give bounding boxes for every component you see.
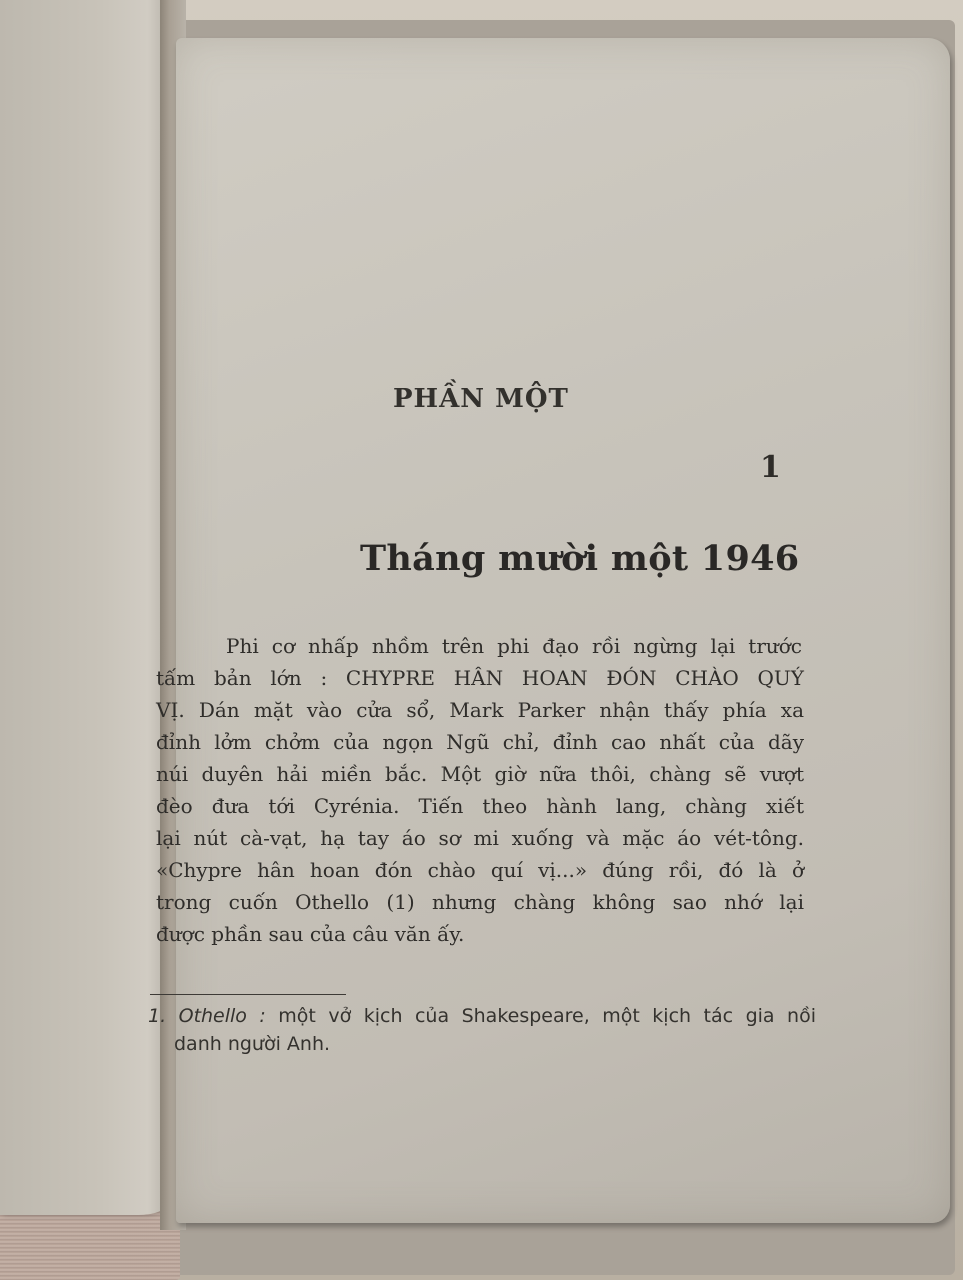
- body-line: lại nút cà-vạt, hạ tay áo sơ mi xuống và mặc áo vét-tông.: [156, 826, 804, 850]
- body-line: được phần sau của câu văn ấy.: [156, 922, 465, 946]
- footnote-line: [148, 1005, 816, 1027]
- footnote-rule: [150, 994, 346, 995]
- body-line: VỊ. Dán mặt vào cửa sổ, Mark Parker nhận thấy phía xa: [156, 698, 804, 722]
- body-line: «Chypre hân hoan đón chào quí vị...» đúng rồi, đó là ở: [156, 858, 804, 882]
- body-line: tấm bản lớn : CHYPRE HÂN HOAN ĐÓN CHÀO QUÝ: [156, 666, 804, 690]
- body-line: núi duyên hải miền bắc. Một giờ nữa thôi, chàng sẽ vượt: [156, 762, 804, 786]
- footnote-label: 1. Othello :: [148, 1005, 266, 1027]
- part-title: PHẦN MỘT: [393, 384, 569, 414]
- body-line: đỉnh lởm chởm của ngọn Ngũ chỉ, đỉnh cao nhất của dãy: [156, 730, 804, 754]
- left-page: [0, 0, 168, 1215]
- body-line: đèo đưa tới Cyrénia. Tiến theo hành lang, chàng xiết: [156, 794, 804, 818]
- footnote-line: danh người Anh.: [174, 1033, 331, 1055]
- body-line: Phi cơ nhấp nhồm trên phi đạo rồi ngừng lại trước: [226, 634, 802, 658]
- chapter-title: Tháng mười một 1946: [360, 538, 800, 579]
- body-line: trong cuốn Othello (1) nhưng chàng không sao nhớ lại: [156, 890, 804, 914]
- footnote-text: một vở kịch của Shakespeare, một kịch tác gia nồi: [265, 1005, 816, 1027]
- chapter-number: 1: [760, 450, 781, 485]
